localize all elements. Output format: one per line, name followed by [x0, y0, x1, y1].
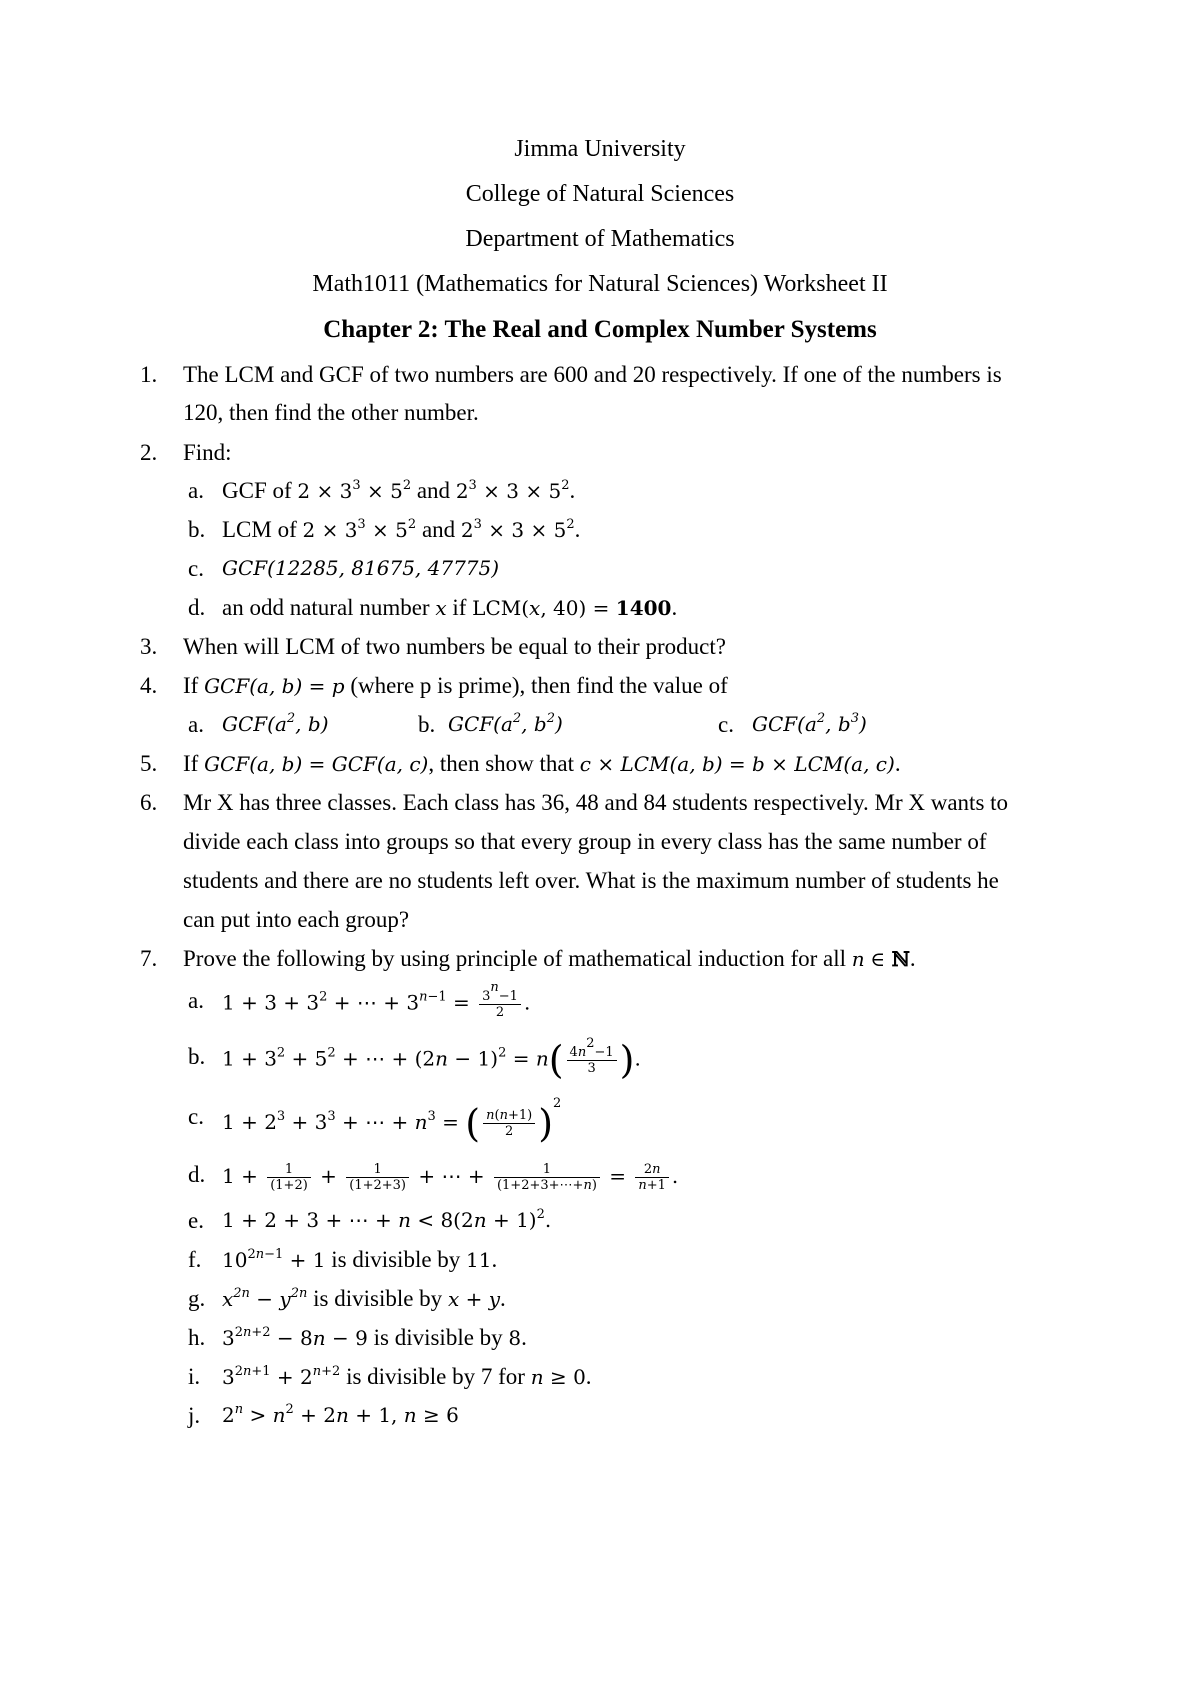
subpart-label: d. — [188, 1162, 206, 1187]
question-text: Find: — [183, 440, 232, 465]
question-text: Prove the following by using principle of mathematical induction for all n ∈ ℕ. — [183, 946, 916, 971]
question-text: 120, then find the other number. — [183, 400, 479, 425]
subpart-formula: $1 + 3 + 3^2$ + ⋯ + $3^{n-1}$ = $\frac{3^n-1}{2}$ . — [222, 980, 531, 1020]
question-text: students and there are no students left over. What is the maximum number of students he — [183, 868, 999, 893]
subpart-label: e. — [188, 1208, 204, 1233]
subpart-label: j. — [188, 1403, 201, 1428]
subpart-text: an odd natural number x if LCM(x, 40) = 1400. — [222, 595, 678, 620]
subpart-formula: $3^{2n+2} - 8n - 9$ is divisible by 8. — [222, 1325, 527, 1350]
university-name: Jimma University — [514, 136, 686, 162]
question-number: 7. — [140, 946, 158, 971]
subpart-formula: $1 + 3^2 + 5^2$ + ⋯ + $(2n - 1)^2 = n$( $\frac{4n^2-1}{3}$ ). — [222, 1036, 641, 1082]
subpart-label: g. — [188, 1286, 206, 1311]
question-text: If GCF(a, b) = GCF(a, c), then show that c × LCM(a, b) = b × LCM(a, c). — [183, 751, 901, 776]
question-text: divide each class into groups so that every group in every class has the same number of — [183, 829, 987, 854]
question-number: 3. — [140, 634, 158, 659]
question-number: 2. — [140, 440, 158, 465]
subpart-text: GCF of $2 \times 3^3 \times 5^2$ and $2^3 \times 3 \times 5^2$. — [222, 478, 576, 503]
subpart-formula: $3^{2n+1} + 2^{n+2}$ is divisible by 7 for n ≥ 0. — [222, 1364, 592, 1389]
subpart-label: b. — [188, 517, 206, 542]
question-number: 4. — [140, 673, 158, 698]
subpart-label: b. — [188, 1044, 206, 1069]
subpart-label: h. — [188, 1325, 206, 1350]
question-text: If GCF(a, b) = p (where p is prime), then find the value of — [183, 673, 728, 698]
subpart-formula: $x^{2n} - y^{2n}$ is divisible by x + y. — [222, 1286, 506, 1311]
question-number: 6. — [140, 790, 158, 815]
subpart-text: $GCF(a^2$, $b^3$) — [752, 711, 867, 736]
subpart-text: GCF(12285, 81675, 47775) — [222, 556, 500, 580]
course-title: Math1011 (Mathematics for Natural Sciences) Worksheet II — [312, 271, 888, 297]
subpart-formula: $10^{2n-1} + 1$ is divisible by 11. — [222, 1247, 498, 1272]
subpart-label: c. — [718, 712, 734, 737]
question-number: 1. — [140, 362, 158, 387]
question-text: The LCM and GCF of two numbers are 600 and 20 respectively. If one of the numbers is — [183, 362, 1002, 387]
department-name: Department of Mathematics — [465, 226, 735, 252]
subpart-formula: $1 + 2^3 + 3^3$ + ⋯ + $n^3$ = ( $\frac{n(n+1)}{2}$ )$^2$ — [222, 1096, 562, 1146]
subpart-label: f. — [188, 1247, 202, 1272]
question-text: When will LCM of two numbers be equal to their product? — [183, 634, 726, 659]
subpart-formula: 1 + $\frac{1}{(1+2)}$ + $\frac{1}{(1+2+3)}$ + ⋯ + $\frac{1}{(1+2+3+\cdots+n)}$ = $\frac{2n}{n+1}$ . — [222, 1162, 679, 1193]
subpart-formula: 1 + 2 + 3 + ⋯ + $n < 8(2n + 1)^2$. — [222, 1207, 552, 1232]
subpart-label: a. — [188, 478, 204, 503]
question-number: 5. — [140, 751, 158, 776]
subpart-label: b. — [418, 712, 436, 737]
subpart-text: $GCF(a^2$, b) — [222, 711, 329, 736]
subpart-label: i. — [188, 1364, 201, 1389]
subpart-label: d. — [188, 595, 206, 620]
question-text: can put into each group? — [183, 907, 410, 932]
subpart-text: $GCF(a^2$, $b^2$) — [448, 711, 563, 736]
college-name: College of Natural Sciences — [465, 181, 735, 207]
subpart-label: a. — [188, 712, 204, 737]
subpart-text: LCM of $2 \times 3^3 \times 5^2$ and $2^3 \times 3 \times 5^2$. — [222, 517, 581, 542]
subpart-label: c. — [188, 1104, 204, 1129]
subpart-label: c. — [188, 556, 204, 581]
chapter-title: Chapter 2: The Real and Complex Number Systems — [323, 316, 877, 343]
subpart-formula: $2^n > n^2 + 2n + 1$, n ≥ 6 — [222, 1402, 459, 1427]
subpart-label: a. — [188, 988, 204, 1013]
question-text: Mr X has three classes. Each class has 36, 48 and 84 students respectively. Mr X wants to — [183, 790, 1009, 815]
